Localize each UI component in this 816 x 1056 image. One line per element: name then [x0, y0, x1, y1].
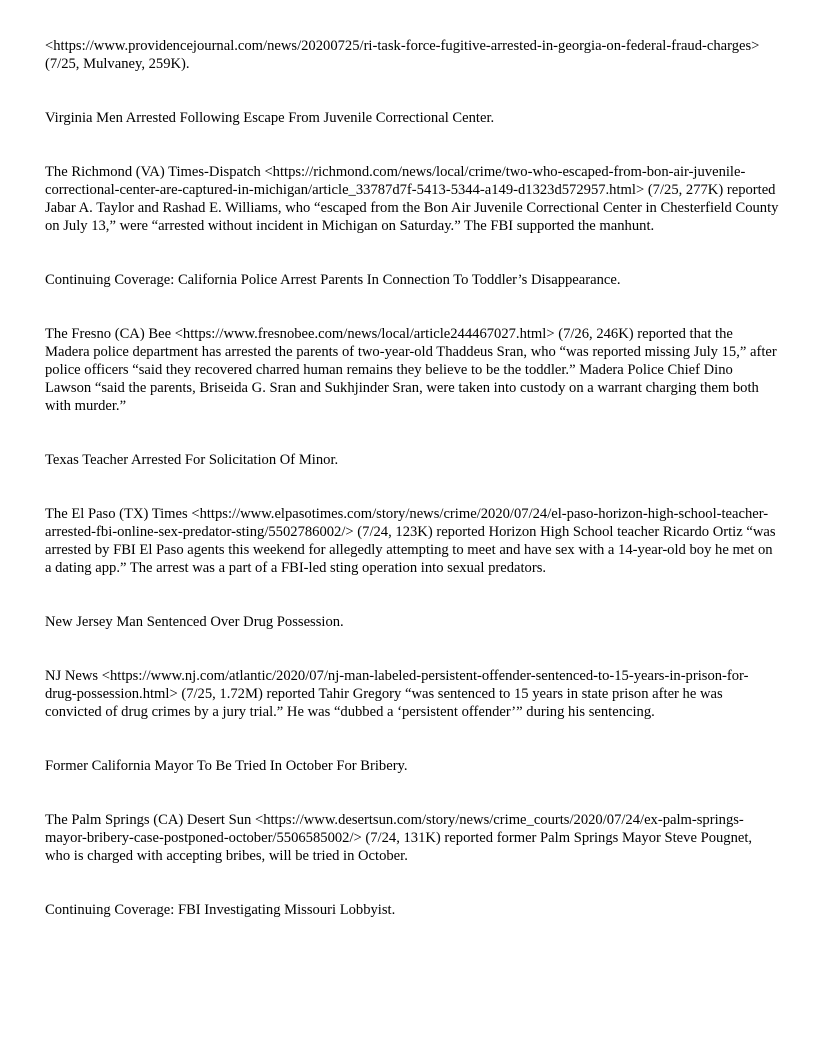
article-summary-fresno: The Fresno (CA) Bee <https://www.fresnobee.com/news/local/article244467027.html> (7/26, 246K) reported that the Madera police department has arrested the parents of two-year-old Thaddeus Sran, who “was reported missing July 15,” after police officers “said they recovered charred human remains they believe to be the toddler.” Madera Police Chief Dino Lawson “said the parents, Briseida G. Sran and Sukhjinder Sran, were taken into custody on a warrant charging them both with murder.” [45, 326, 777, 414]
article-headline-texas-teacher: Texas Teacher Arrested For Solicitation Of Minor. [45, 452, 339, 468]
article-headline-california-mayor: Former California Mayor To Be Tried In October For Bribery. [45, 758, 408, 774]
article-headline-missouri-lobbyist: Continuing Coverage: FBI Investigating Missouri Lobbyist. [45, 902, 396, 918]
article-headline-california-toddler: Continuing Coverage: California Police Arrest Parents In Connection To Toddler’s Disappearance. [45, 272, 621, 288]
article-summary-nj-news: NJ News <https://www.nj.com/atlantic/2020/07/nj-man-labeled-persistent-offender-sentenced-to-15-years-in-prison-for-drug-possession.html> (7/25, 1.72M) reported Tahir Gregory “was sentenced to 15 years in state prison after he was convicted of drug crimes by a jury trial.” He was “dubbed a ‘persistent offender’” during his sentencing. [45, 668, 749, 720]
article-headline-new-jersey: New Jersey Man Sentenced Over Drug Possession. [45, 614, 344, 630]
article-summary-richmond: The Richmond (VA) Times-Dispatch <https://richmond.com/news/local/crime/two-who-escaped-from-bon-air-juvenile-correctional-center-are-captured-in-michigan/article_33787d7f-5413-5344-a149-d1323d572957.html> (7/25, 277K) reported Jabar A. Taylor and Rashad E. Williams, who “escaped from the Bon Air Juvenile Correctional Center in Chesterfield County on July 13,” were “arrested without incident in Michigan on Saturday.” The FBI supported the manhunt. [45, 164, 779, 234]
document-page [45, 37, 780, 955]
article-summary-providence: <https://www.providencejournal.com/news/20200725/ri-task-force-fugitive-arrested-in-georgia-on-federal-fraud-charges> (7/25, Mulvaney, 259K). [45, 38, 760, 72]
article-summary-desert-sun: The Palm Springs (CA) Desert Sun <https://www.desertsun.com/story/news/crime_courts/2020/07/24/ex-palm-springs-mayor-bribery-case-postponed-october/5506585002/> (7/24, 131K) reported former Palm Springs Mayor Steve Pougnet, who is charged with accepting bribes, will be tried in October. [45, 812, 753, 864]
article-summary-el-paso: The El Paso (TX) Times <https://www.elpasotimes.com/story/news/crime/2020/07/24/el-paso-horizon-high-school-teacher-arrested-fbi-online-sex-predator-sting/5502786002/> (7/24, 123K) reported Horizon High School teacher Ricardo Ortiz “was arrested by FBI El Paso agents this weekend for allegedly attempting to meet and have sex with a 14-year-old boy he met on a dating app.” The arrest was a part of a FBI-led sting operation into sexual predators. [45, 506, 776, 576]
article-headline-virginia: Virginia Men Arrested Following Escape From Juvenile Correctional Center. [45, 110, 495, 126]
